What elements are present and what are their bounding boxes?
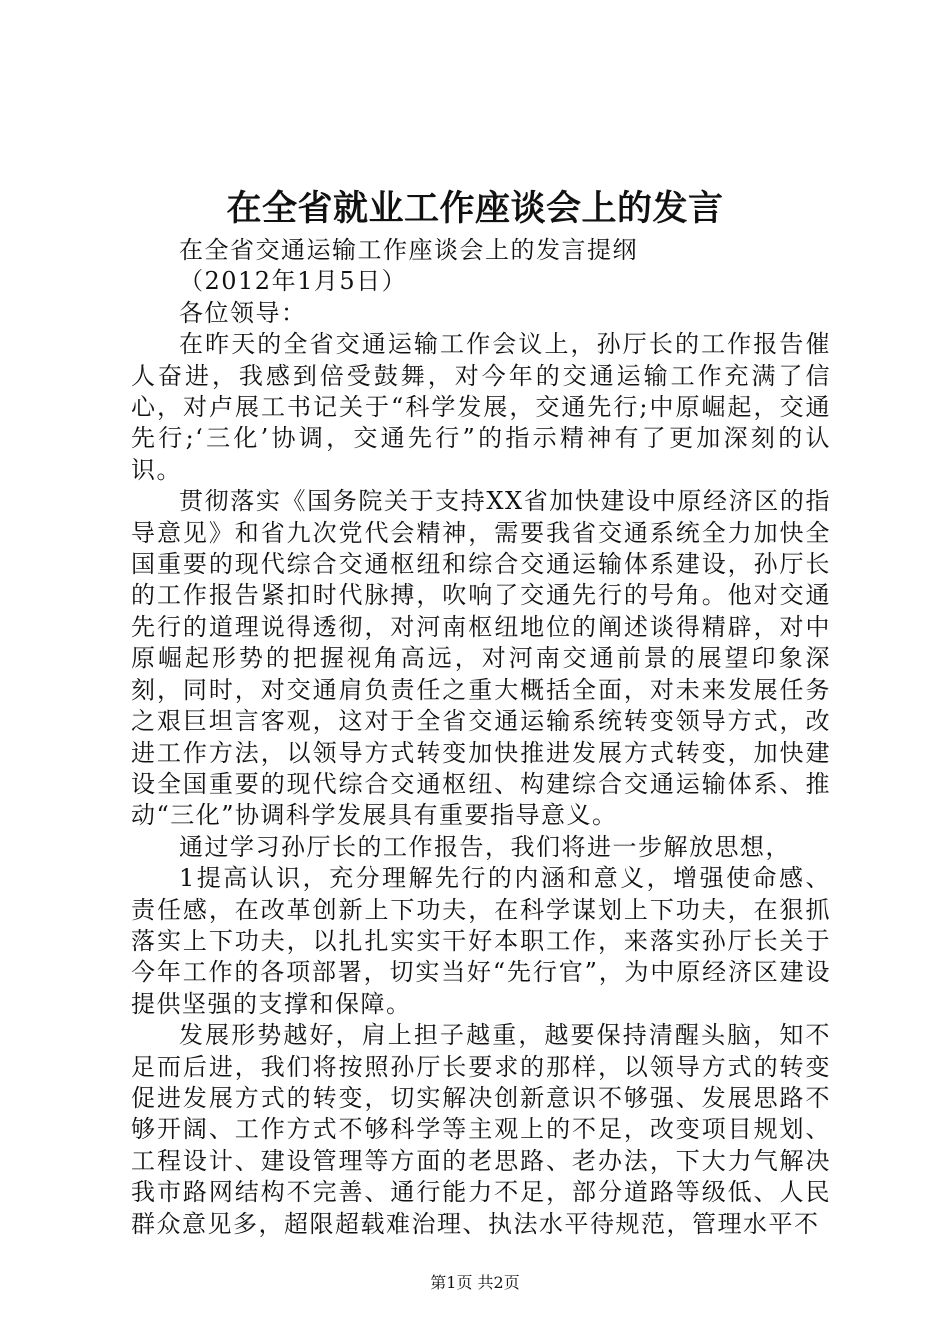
document-body	[131, 235, 831, 1240]
paragraph-1: 在昨天的全省交通运输工作会议上，孙厅长的工作报告催人奋进，我感到倍受鼓舞，对今年的交通运输工作充满了信心，对卢展工书记关于“科学发展，交通先行;中原崛起，交通先行;‘三化’协调，交通先行”的指示精神有了更加深刻的认识。	[131, 330, 831, 484]
paragraph-2: 贯彻落实《国务院关于支持XX省加快建设中原经济区的指导意见》和省九次党代会精神，需要我省交通系统全力加快全国重要的现代综合交通枢纽和综合交通运输体系建设，孙厅长的工作报告紧扣时代脉搏，吹响了交通先行的号角。他对交通先行的道理说得透彻，对河南枢纽地位的阐述谈得精辟，对中原崛起形势的把握视角高远，对河南交通前景的展望印象深刻，同时，对交通肩负责任之重大概括全面，对未来发展任务之艰巨坦言客观，这对于全省交通运输系统转变领导方式，改进工作方法，以领导方式转变加快推进发展方式转变，加快建设全国重要的现代综合交通枢纽、构建综合交通运输体系、推动“三化”协调科学发展具有重要指导意义。	[131, 487, 831, 830]
document-date: （2012年1月5日）	[179, 267, 408, 296]
page-footer: 第1页 共2页	[430, 1273, 520, 1292]
document-title: 在全省就业工作座谈会上的发言	[226, 188, 724, 229]
document-salutation: 各位领导：	[179, 298, 307, 327]
paragraph-4: 1提高认识，充分理解先行的内涵和意义，增强使命感、责任感，在改革创新上下功夫，在科学谋划上下功夫，在狠抓落实上下功夫，以扎扎实实干好本职工作，来落实孙厅长关于今年工作的各项部署，切实当好“先行官”，为中原经济区建设提供坚强的支撑和保障。	[131, 864, 831, 1018]
document-subtitle: 在全省交通运输工作座谈会上的发言提纲	[179, 236, 638, 264]
paragraph-5: 发展形势越好，肩上担子越重，越要保持清醒头脑，知不足而后进，我们将按照孙厅长要求的那样，以领导方式的转变促进发展方式的转变，切实解决创新意识不够强、发展思路不够开阔、工作方式不够科学等主观上的不足，改变项目规划、工程设计、建设管理等方面的老思路、老办法，下大力气解决我市路网结构不完善、通行能力不足，部分道路等级低、人民群众意见多，超限超载难治理、执法水平待规范，管理水平不	[131, 1021, 831, 1238]
paragraph-3: 通过学习孙厅长的工作报告，我们将进一步解放思想，	[179, 832, 791, 861]
